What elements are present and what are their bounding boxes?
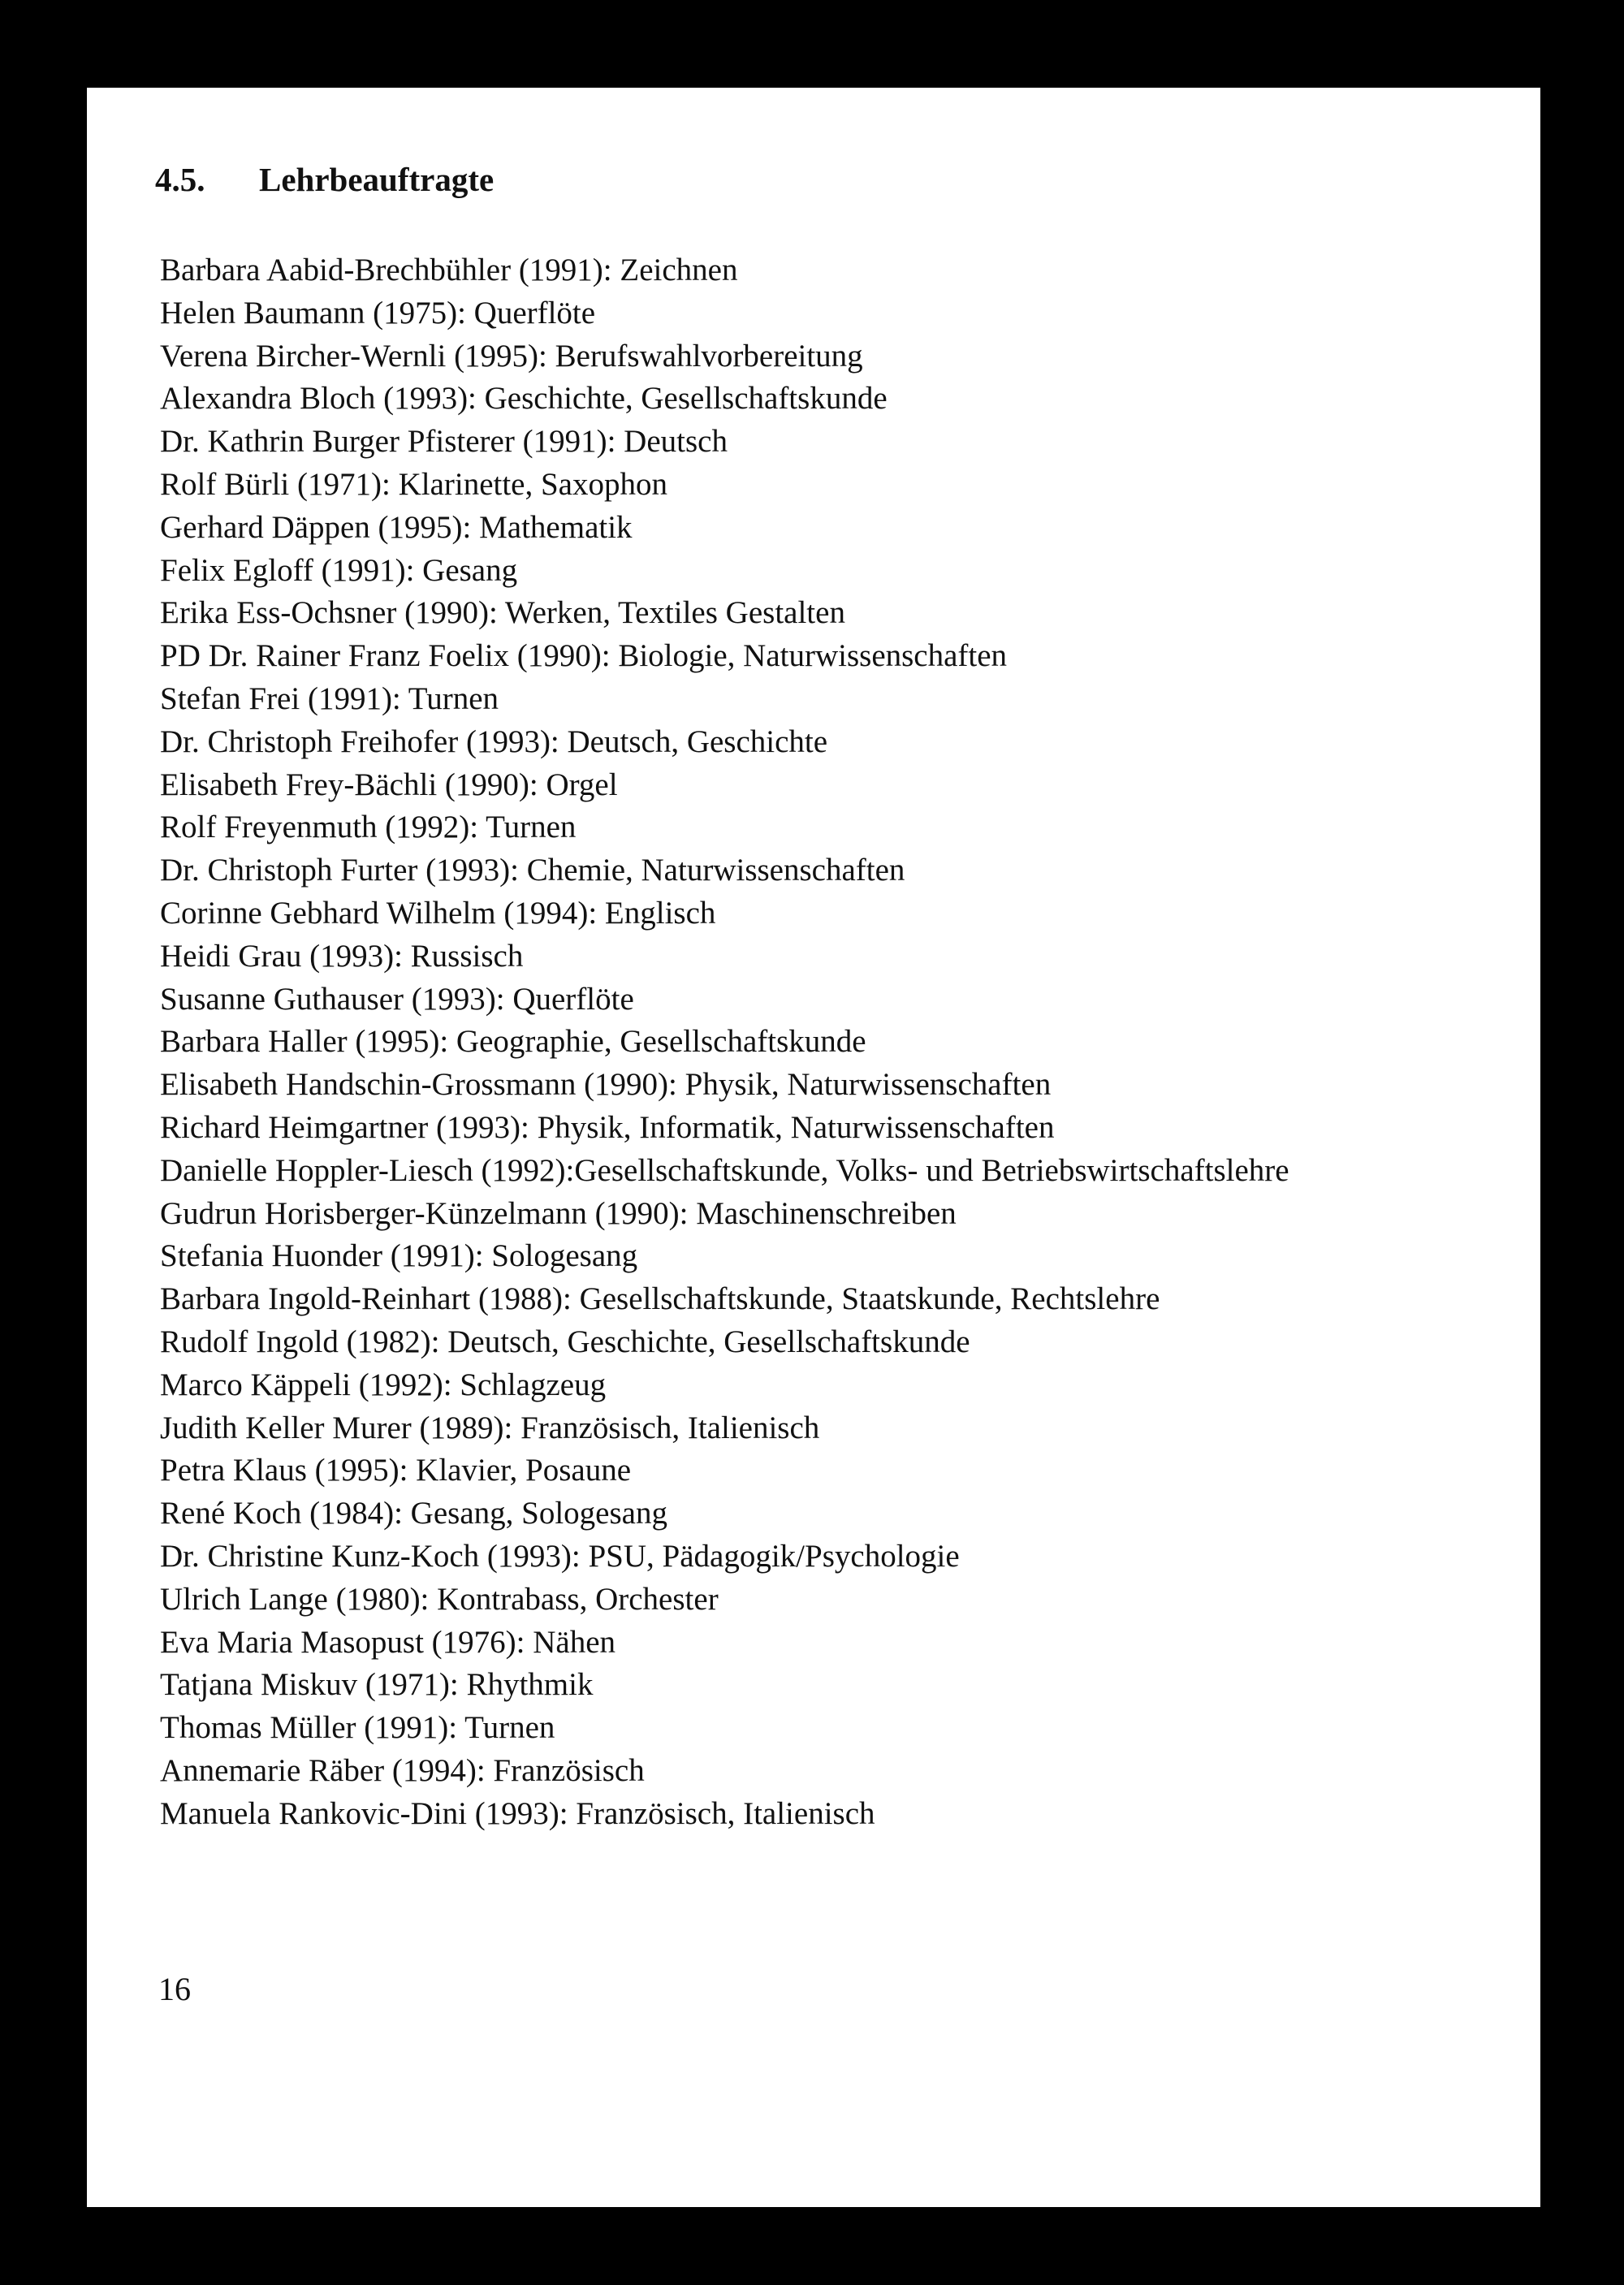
list-item: Corinne Gebhard Wilhelm (1994): Englisch <box>160 895 716 931</box>
list-item: Judith Keller Murer (1989): Französisch, Italienisch <box>160 1410 820 1445</box>
list-item: Manuela Rankovic-Dini (1993): Französisch, Italienisch <box>160 1795 875 1831</box>
list-item: Richard Heimgartner (1993): Physik, Informatik, Naturwissenschaften <box>160 1109 1055 1145</box>
list-item: Annemarie Räber (1994): Französisch <box>160 1752 645 1788</box>
list-item: Alexandra Bloch (1993): Geschichte, Gesellschaftskunde <box>160 381 888 417</box>
section-number: 4.5. <box>155 161 205 198</box>
list-item: Danielle Hoppler-Liesch (1992):Gesellschaftskunde, Volks- und Betriebswirtschaftslehre <box>160 1152 1289 1188</box>
list-item: Erika Ess-Ochsner (1990): Werken, Textiles Gestalten <box>160 595 845 631</box>
list-item: Heidi Grau (1993): Russisch <box>160 938 524 974</box>
list-item: Barbara Aabid-Brechbühler (1991): Zeichnen <box>160 253 738 287</box>
list-item: Barbara Ingold-Reinhart (1988): Gesellschaftskunde, Staatskunde, Rechtslehre <box>160 1281 1160 1317</box>
list-item: Rudolf Ingold (1982): Deutsch, Geschichte, Gesellschaftskunde <box>160 1324 970 1359</box>
list-item: Elisabeth Handschin-Grossmann (1990): Physik, Naturwissenschaften <box>160 1067 1052 1103</box>
list-item: René Koch (1984): Gesang, Sologesang <box>160 1496 667 1531</box>
list-item: Dr. Christoph Furter (1993): Chemie, Naturwissenschaften <box>160 853 905 888</box>
list-item: Gerhard Däppen (1995): Mathematik <box>160 509 633 545</box>
section-heading <box>155 163 494 197</box>
list-item: Stefan Frei (1991): Turnen <box>160 680 499 716</box>
list-item: Stefania Huonder (1991): Sologesang <box>160 1238 638 1274</box>
page-number: 16 <box>158 1971 191 2007</box>
list-item: Tatjana Miskuv (1971): Rhythmik <box>160 1667 594 1703</box>
list-item: Felix Egloff (1991): Gesang <box>160 552 518 588</box>
list-item: Gudrun Horisberger-Künzelmann (1990): Maschinenschreiben <box>160 1195 957 1231</box>
list-item: Dr. Kathrin Burger Pfisterer (1991): Deutsch <box>160 424 728 460</box>
list-item: Elisabeth Frey-Bächli (1990): Orgel <box>160 767 618 802</box>
list-item: Petra Klaus (1995): Klavier, Posaune <box>160 1453 632 1488</box>
list-item: Rolf Freyenmuth (1992): Turnen <box>160 810 577 845</box>
list-item: Ulrich Lange (1980): Kontrabass, Orchester <box>160 1581 719 1617</box>
list-item: Helen Baumann (1975): Querflöte <box>160 295 596 330</box>
list-item: Barbara Haller (1995): Geographie, Gesellschaftskunde <box>160 1024 866 1060</box>
list-item: PD Dr. Rainer Franz Foelix (1990): Biologie, Naturwissenschaften <box>160 638 1008 674</box>
list-item: Dr. Christoph Freihofer (1993): Deutsch, Geschichte <box>160 724 828 759</box>
list-item: Marco Käppeli (1992): Schlagzeug <box>160 1367 607 1402</box>
list-item: Verena Bircher-Wernli (1995): Berufswahlvorbereitung <box>160 338 863 374</box>
list-item: Thomas Müller (1991): Turnen <box>160 1710 555 1746</box>
section-title: Lehrbeauftragte <box>259 161 495 198</box>
list-item: Eva Maria Masopust (1976): Nähen <box>160 1624 616 1660</box>
lecturer-list <box>160 249 1394 1835</box>
list-item: Rolf Bürli (1971): Klarinette, Saxophon <box>160 466 667 502</box>
list-item: Dr. Christine Kunz-Koch (1993): PSU, Pädagogik/Psychologie <box>160 1538 960 1574</box>
list-item: Susanne Guthauser (1993): Querflöte <box>160 981 634 1017</box>
